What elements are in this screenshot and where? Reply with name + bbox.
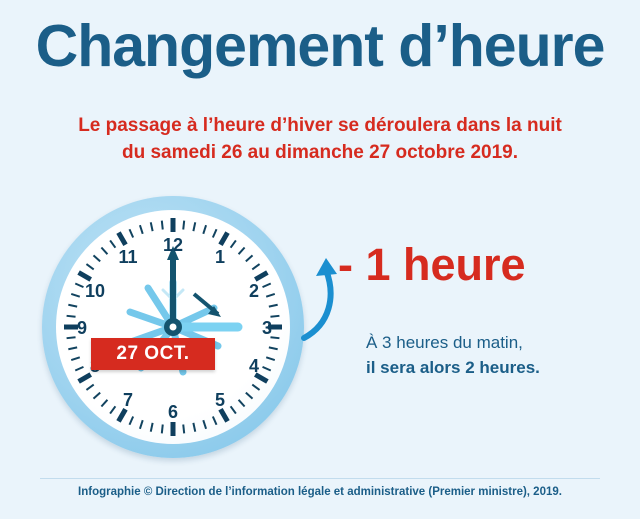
clock-number-1: 1 [214, 247, 225, 267]
clock-number-10: 10 [84, 281, 106, 301]
clock-number-5: 5 [214, 390, 225, 410]
clock-number-7: 7 [122, 390, 133, 410]
clock-number-2: 2 [248, 281, 259, 301]
page-title: Changement d’heure [35, 13, 605, 79]
subtitle-line-2: du samedi 26 au dimanche 27 octobre 2019. [122, 142, 518, 163]
subtitle-line-1: Le passage à l’heure d’hiver se déroulera dans la nuit [78, 115, 562, 136]
callout-big-text: - 1 heure [338, 239, 526, 290]
footer-divider [40, 478, 600, 479]
callout-note-line-1: À 3 heures du matin, [366, 333, 523, 352]
subtitle [0, 112, 640, 166]
clock-number-4: 4 [248, 356, 259, 376]
status-badge-date: 27 OCT. [91, 338, 215, 370]
clock-number-9: 9 [76, 318, 87, 338]
callout-note [366, 330, 626, 380]
callout-note-line-2: il sera alors 2 heures. [366, 358, 540, 377]
curved-arrow-up-icon [296, 252, 342, 342]
clock-number-6: 6 [167, 402, 178, 422]
clock-number-3: 3 [261, 318, 272, 338]
clock-number-11: 11 [118, 247, 138, 267]
clock-number-12: 12 [162, 235, 184, 255]
footer-credit: Infographie © Direction de l’information légale et administrative (Premier ministre), 2019. [78, 486, 562, 498]
clock-illustration [42, 196, 304, 458]
